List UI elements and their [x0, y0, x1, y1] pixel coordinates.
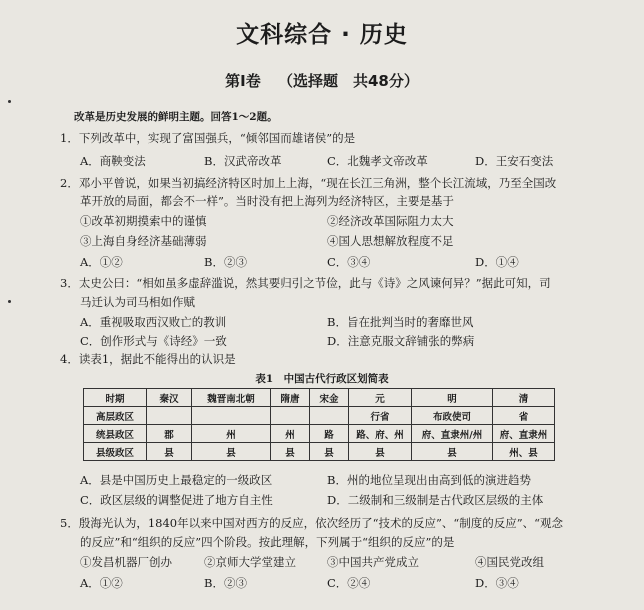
table-cell: [192, 407, 271, 425]
table-cell: 州: [192, 425, 271, 443]
table-header-cell: 明: [412, 389, 493, 407]
table-row: [84, 443, 555, 461]
q3-option-c[interactable]: C．创作形式与《诗经》一致: [80, 334, 227, 348]
q2-option-d[interactable]: D．①④: [475, 255, 519, 269]
q3-option-d[interactable]: D．注意克服文辞铺张的弊病: [327, 334, 475, 348]
table-header-cell: 隋唐: [271, 389, 310, 407]
table-cell: 府、直隶州/州: [412, 425, 493, 443]
table-caption: 表1 中国古代行政区划简表: [255, 373, 389, 385]
q5-item-3: ③中国共产党成立: [327, 555, 419, 569]
table-cell: 府、直隶州: [493, 425, 555, 443]
table-cell: [271, 407, 310, 425]
q2-stem-line2: 革开放的局面，都会不一样”。当时没有把上海列为经济特区，主要是基于: [80, 194, 454, 208]
q2-option-c[interactable]: C．③④: [327, 255, 371, 269]
q2-item-2: ②经济改革国际阻力太大: [327, 214, 454, 228]
table-cell: [147, 407, 192, 425]
binding-hole-mark: [8, 300, 11, 303]
admin-divisions-table: [83, 388, 555, 461]
q5-item-2: ②京师大学堂建立: [204, 555, 296, 569]
table-header-cell: 时期: [84, 389, 147, 407]
q4-option-a[interactable]: A．县是中国历史上最稳定的一级政区: [80, 473, 273, 487]
table-cell: 县: [349, 443, 412, 461]
table-header-row: [84, 389, 555, 407]
q5-stem-line2: 的反应”和“组织的反应”四个阶段。按此理解，下列属于“组织的反应”的是: [80, 535, 455, 549]
q3-option-b[interactable]: B．旨在批判当时的奢靡世风: [327, 315, 474, 329]
q2-item-3: ③上海自身经济基础薄弱: [80, 234, 207, 248]
binding-hole-mark: [8, 100, 11, 103]
table-cell: 路、府、州: [349, 425, 412, 443]
page-title: 文科综合 · 历史: [236, 22, 408, 48]
table-cell: [310, 407, 349, 425]
table-cell: 郡: [147, 425, 192, 443]
table-header-cell: 秦汉: [147, 389, 192, 407]
q3-stem-line2: 马迁认为司马相如作赋: [80, 295, 195, 309]
q1-stem: 1．下列改革中，实现了富国强兵，“倾邻国而雄诸侯”的是: [60, 131, 356, 145]
q4-option-c[interactable]: C．政区层级的调整促进了地方自主性: [80, 493, 273, 507]
table-header-cell: 元: [349, 389, 412, 407]
q5-option-d[interactable]: D．③④: [475, 576, 519, 590]
q2-option-a[interactable]: A．①②: [80, 255, 123, 269]
section-label: 第Ⅰ卷: [225, 72, 261, 90]
table-header-cell: 清: [493, 389, 555, 407]
q4-option-d[interactable]: D．二级制和三级制是古代政区层级的主体: [327, 493, 544, 507]
table-cell: 路: [310, 425, 349, 443]
q2-stem-line1: 2．邓小平曾说，如果当初搞经济特区时加上上海，“现在长江三角洲，整个长江流域，乃至全国改: [60, 176, 557, 190]
table-cell: 县: [271, 443, 310, 461]
table-row: [84, 407, 555, 425]
q5-item-4: ④国民党改组: [475, 555, 544, 569]
q5-option-b[interactable]: B．②③: [204, 576, 247, 590]
section-heading: [0, 70, 644, 91]
table-header-cell: 魏晋南北朝: [192, 389, 271, 407]
q5-item-1: ①发昌机器厂创办: [80, 555, 172, 569]
q2-option-b[interactable]: B．②③: [204, 255, 247, 269]
q4-option-b[interactable]: B．州的地位呈现出由高到低的演进趋势: [327, 473, 531, 487]
q1-option-a[interactable]: A．商鞅变法: [80, 154, 146, 168]
q4-stem: 4．读表1，据此不能得出的认识是: [60, 352, 236, 366]
table-cell: 县: [147, 443, 192, 461]
q1-option-d[interactable]: D．王安石变法: [475, 154, 554, 168]
table-cell: 布政使司: [412, 407, 493, 425]
q5-option-a[interactable]: A．①②: [80, 576, 123, 590]
q3-option-a[interactable]: A．重视吸取西汉败亡的教训: [80, 315, 227, 329]
q5-option-c[interactable]: C．②④: [327, 576, 371, 590]
q5-stem-line1: 5．殷海光认为，1840年以来中国对西方的反应，依次经历了“技术的反应”、“制度的反应”、“观念: [60, 516, 563, 530]
table-cell: 行省: [349, 407, 412, 425]
table-cell: 省: [493, 407, 555, 425]
q2-item-4: ④国人思想解放程度不足: [327, 234, 454, 248]
table-cell: 统县政区: [84, 425, 147, 443]
table-row: [84, 425, 555, 443]
intro-text: 改革是历史发展的鲜明主题。回答1～2题。: [74, 111, 278, 123]
table-cell: 高层政区: [84, 407, 147, 425]
q1-option-c[interactable]: C．北魏孝文帝改革: [327, 154, 428, 168]
table-header-cell: 宋金: [310, 389, 349, 407]
table-cell: 县级政区: [84, 443, 147, 461]
table-cell: 州: [271, 425, 310, 443]
q2-item-1: ①改革初期摸索中的谨慎: [80, 214, 207, 228]
q3-stem-line1: 3．太史公曰：“相如虽多虚辞滥说，然其要归引之节俭，此与《诗》之风谏何异？”据此可知，司: [60, 276, 551, 290]
section-description: （选择题 共48分）: [277, 72, 419, 90]
table-cell: 县: [412, 443, 493, 461]
q1-option-b[interactable]: B．汉武帝改革: [204, 154, 282, 168]
table-cell: 州、县: [493, 443, 555, 461]
table-cell: 县: [310, 443, 349, 461]
table-cell: 县: [192, 443, 271, 461]
